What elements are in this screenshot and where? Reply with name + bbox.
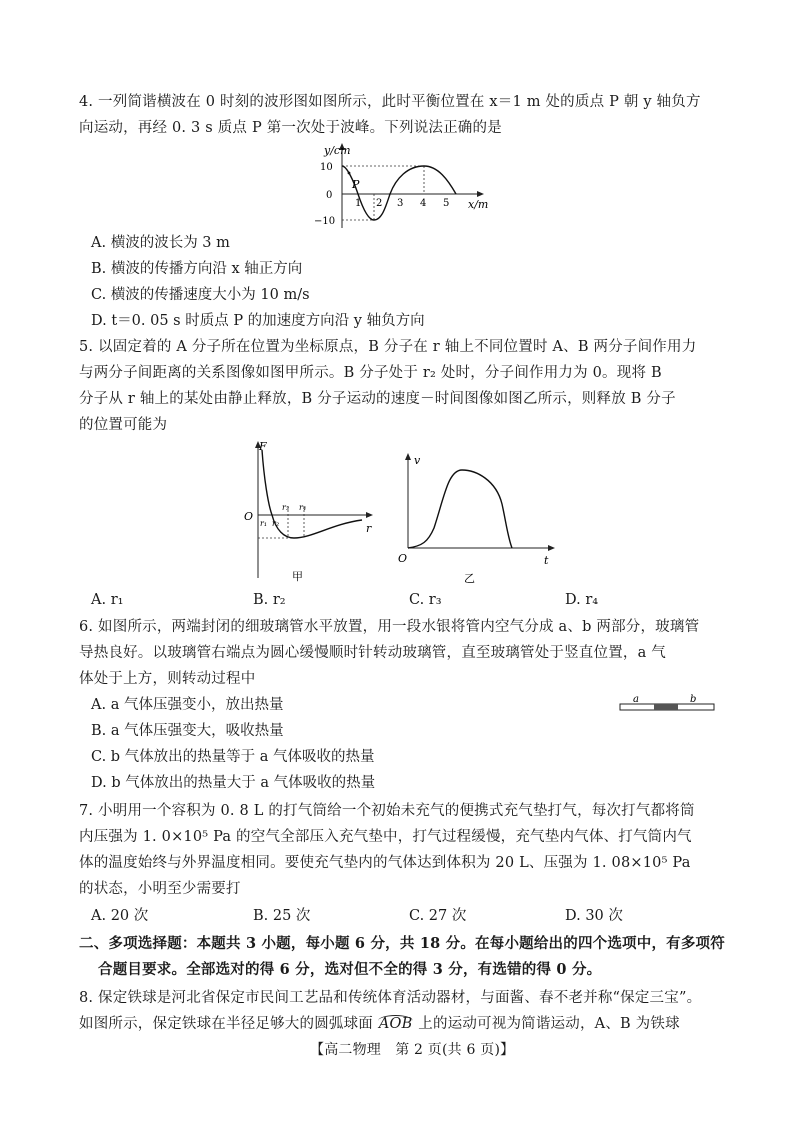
q5-jia-F-label: F: [259, 440, 267, 453]
q6-option-b: B. a 气体压强变大，吸收热量: [91, 723, 284, 739]
q7-text-line3: 体的温度始终与外界温度相同。要使充气垫内的气体达到体积为 20 L、压强为 1. 08×10⁵ Pa: [79, 855, 691, 871]
q5-option-d: D. r₄: [565, 592, 599, 608]
q7-option-a: A. 20 次: [91, 908, 149, 924]
q6-option-d: D. b 气体放出的热量大于 a 气体吸收的热量: [91, 775, 376, 791]
q4-x-arrow: [477, 191, 484, 197]
q5-jia-r-label: r: [366, 522, 372, 535]
q4-xtick-1: 1: [355, 198, 362, 209]
q5-yi-v-label: v: [414, 454, 421, 467]
q5-jia-r4: r₄: [299, 503, 307, 512]
q8-arc-AOB: AOB: [378, 1016, 413, 1032]
q4-point-P: [348, 172, 351, 175]
q8-text-line2-start: 如图所示，保定铁球在半径足够大的圆弧球面: [79, 1016, 378, 1032]
q4-xtick-2: 2: [376, 198, 383, 209]
q7-text-line1: 7. 小明用一个容积为 0. 8 L 的打气筒给一个初始未充气的便携式充气垫打气，每次打气都将筒: [79, 803, 695, 819]
q8-text-line1: 8. 保定铁球是河北省保定市民间工艺品和传统体育活动器材，与面酱、春不老并称“保定三宝”。: [79, 990, 702, 1006]
q5-force-graph-jia: [228, 438, 388, 588]
section2-heading-line1: 二、多项选择题：本题共 3 小题，每小题 6 分，共 18 分。在每小题给出的四个选项中，有多项符: [79, 935, 725, 952]
q6-option-c: C. b 气体放出的热量等于 a 气体吸收的热量: [91, 749, 375, 765]
q4-option-b: B. 横波的传播方向沿 x 轴正方向: [91, 261, 303, 277]
section2-heading-line2: 合题目要求。全部选对的得 6 分，选对但不全的得 3 分，有选错的得 0 分。: [98, 961, 602, 978]
q4-ytick-10: 10: [320, 162, 333, 173]
q5-yi-velocity-curve: [408, 470, 512, 548]
q5-option-c: C. r₃: [409, 592, 442, 608]
q5-jia-r2: r₂: [272, 519, 280, 528]
q4-option-d: D. t＝0. 05 s 时质点 P 的加速度方向沿 y 轴负方向: [91, 313, 425, 329]
q4-P-label: P: [352, 178, 360, 191]
q7-option-c: C. 27 次: [409, 908, 467, 924]
q8-text-line2: [79, 1014, 680, 1034]
q6-text-line3: 体处于上方，则转动过程中: [79, 671, 256, 687]
q4-y-label: y/cm: [324, 144, 351, 157]
q4-wave-graph: [312, 142, 492, 230]
q5-jia-r3: r₃: [282, 503, 290, 512]
q6-mercury-column: [654, 704, 678, 710]
q5-text-line2: 与两分子间距离的关系图像如图甲所示。B 分子处于 r₂ 处时，分子间作用力为 0。现将 B: [79, 365, 662, 381]
q4-text-line1: 4. 一列简谐横波在 0 时刻的波形图如图所示，此时平衡位置在 x＝1 m 处的质点 P 朝 y 轴负方: [79, 94, 701, 110]
q4-text-line2: 向运动，再经 0. 3 s 质点 P 第一次处于波峰。下列说法正确的是: [79, 120, 502, 136]
q5-yi-caption: 乙: [464, 572, 475, 585]
q5-text-line4: 的位置可能为: [79, 417, 168, 433]
q7-text-line4: 的状态，小明至少需要打: [79, 881, 241, 897]
q4-wave-curve: [342, 166, 456, 220]
q7-option-b: B. 25 次: [253, 908, 311, 924]
q6-glass-tube-figure: [618, 692, 718, 716]
q6-a-label: a: [633, 694, 639, 705]
q4-xtick-3: 3: [397, 198, 404, 209]
q4-option-a: A. 横波的波长为 3 m: [91, 235, 230, 251]
q6-text-line1: 6. 如图所示，两端封闭的细玻璃管水平放置，用一段水银将管内空气分成 a、b 两部分，玻璃管: [79, 619, 700, 635]
q5-jia-r1: r₁: [260, 519, 268, 528]
q4-xtick-4: 4: [420, 198, 427, 209]
q4-option-c: C. 横波的传播速度大小为 10 m/s: [91, 287, 310, 303]
q5-jia-origin: O: [244, 510, 254, 523]
q4-x-label: x/m: [468, 198, 489, 211]
q5-text-line3: 分子从 r 轴上的某处由静止释放，B 分子运动的速度－时间图像如图乙所示，则释放 B 分子: [79, 391, 676, 407]
q5-yi-origin: O: [398, 552, 408, 565]
q4-ytick-0: 0: [326, 190, 333, 201]
q5-option-a: A. r₁: [91, 592, 124, 608]
q5-velocity-graph-yi: [392, 448, 562, 588]
q4-ytick-neg10: −10: [314, 216, 336, 227]
q5-yi-t-label: t: [544, 554, 549, 567]
q6-b-label: b: [690, 694, 697, 705]
q6-text-line2: 导热良好。以玻璃管右端点为圆心缓慢顺时针转动玻璃管，直至玻璃管处于竖直位置，a 气: [79, 645, 666, 661]
q4-xtick-5: 5: [443, 198, 450, 209]
q7-text-line2: 内压强为 1. 0×10⁵ Pa 的空气全部压入充气垫中，打气过程缓慢，充气垫内气体、打气筒内气: [79, 829, 692, 845]
page-footer: 【高二物理 第 2 页(共 6 页)】: [310, 1042, 515, 1058]
q6-option-a: A. a 气体压强变小，放出热量: [91, 697, 284, 713]
q7-option-d: D. 30 次: [565, 908, 623, 924]
q5-text-line1: 5. 以固定着的 A 分子所在位置为坐标原点，B 分子在 r 轴上不同位置时 A、B 两分子间作用力: [79, 339, 697, 355]
q5-jia-caption: 甲: [292, 570, 303, 583]
q5-option-b: B. r₂: [253, 592, 286, 608]
q8-text-line2-end: 上的运动可视为简谐运动，A、B 为铁球: [413, 1016, 680, 1032]
